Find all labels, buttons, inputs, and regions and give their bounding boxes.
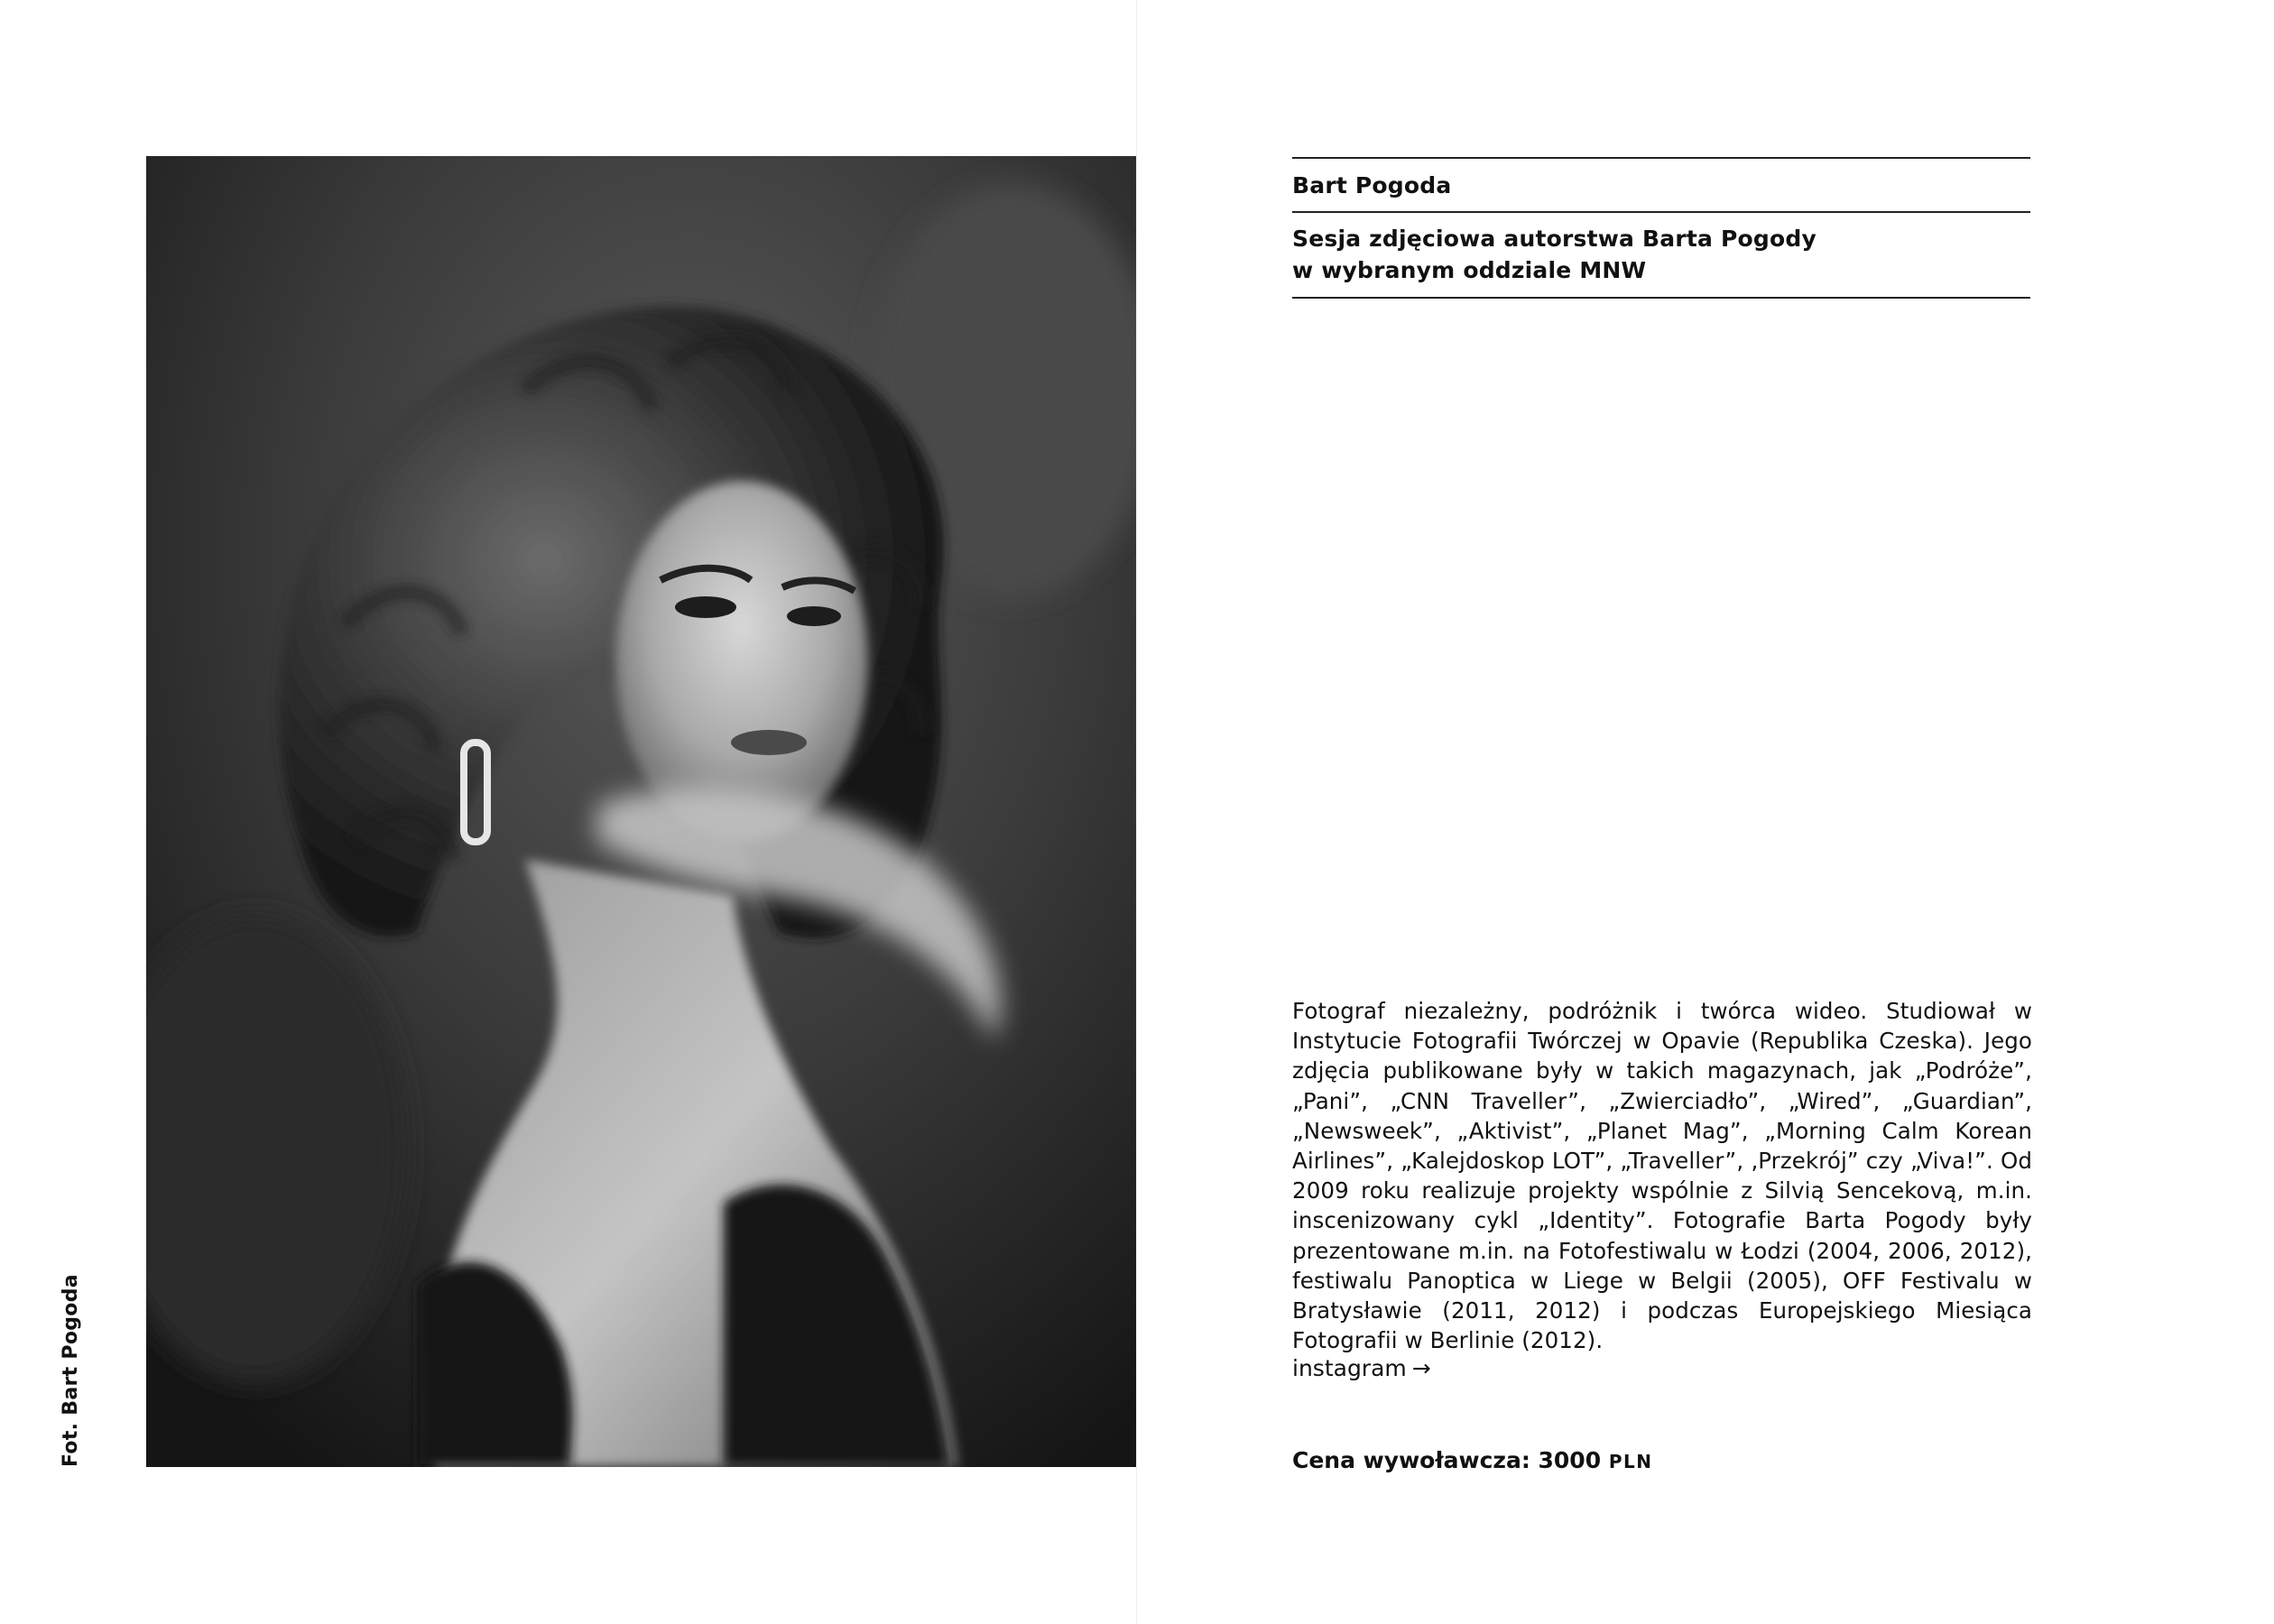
portrait-photo [146, 156, 1137, 1467]
instagram-link[interactable] [1292, 1355, 1431, 1381]
instagram-link-label: instagram [1292, 1355, 1407, 1381]
session-title-line2: w wybranym oddziale MNW [1292, 257, 1647, 283]
price-label: Cena wywoławcza: 3000 [1292, 1447, 1602, 1473]
session-title [1292, 213, 2030, 297]
session-title-line1: Sesja zdjęciowa autorstwa Barta Pogody [1292, 226, 1816, 252]
artist-bio: Fotograf niezależny, podróżnik i twórca wideo. Studiował w Instytucie Fotografii Twórczej w Opavie (Republika Czeska). Jego zdjęcia publikowane były w takich magazynach, jak „Podróże”, „Pani”, „CNN Traveller”, „Zwierciadło”, „Wired”, „Guardian”, „Newsweek”, „Aktivist”, „Planet Mag”, „Morning Calm Korean Airlines”, „Kalejdoskop LOT”, „Traveller”, ‚Przekrój” czy „Viva!”. Od 2009 roku realizuje projekty wspólnie z Silvią Sencekovą, m.in. inscenizowany cykl „Identity”. Fotografie Barta Pogody były prezentowane m.in. na Fotofestiwalu w Łodzi (2004, 2006, 2012), festiwalu Panoptica w Liege w Belgii (2005), OFF Festivalu w Bratysławie (2011, 2012) i podczas Europejskiego Miesiąca Fotografii w Berlinie (2012). [1292, 998, 2032, 1354]
photo-credit: Fot. Bart Pogoda [60, 1274, 82, 1467]
lot-header [1292, 157, 2030, 299]
artist-name: Bart Pogoda [1292, 172, 1452, 198]
starting-price [1292, 1447, 1652, 1473]
portrait-photo-graphic [146, 156, 1137, 1467]
price-currency: PLN [1608, 1451, 1653, 1472]
bottom-rule [1292, 297, 2030, 299]
arrow-right-icon: → [1411, 1355, 1431, 1381]
